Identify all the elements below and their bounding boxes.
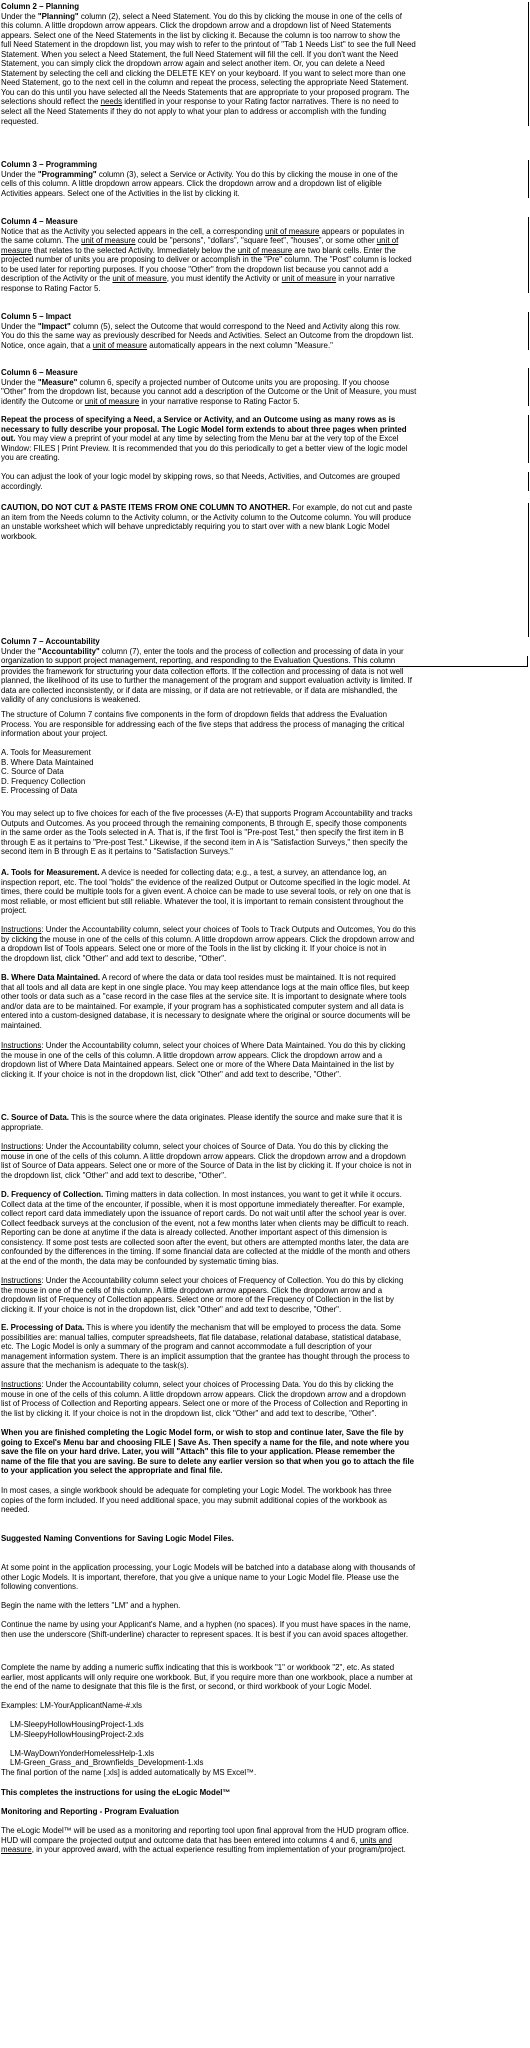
list-item: E. Processing of Data — [1, 786, 78, 796]
structure-paragraph: The structure of Column 7 contains five components in the form of dropdown fields that address the Evaluation Process. You are responsible for addressing each of the five steps that address the process of managing the critical information about your project. — [1, 710, 405, 739]
where-data-maintained: B. Where Data Maintained. A record of where the data or data tool resides must be maintained. It is not required that all tools and all data are kept in one single place. You may keep attendance logs at the main office files, but keep other tools or data such as a "case record in the case files at the service site. It is important to designate where tools and/or data are to be maintained. For example, if your program has a sophisticated computer system and all data is entered into a custom-designed database, it is necessary to designate where the original or source documents will be maintained. — [1, 973, 411, 1030]
section-heading: Column 2 – Planning — [1, 2, 80, 11]
naming-step-suffix: Complete the name by adding a numeric suffix indicating that this is workbook "1" or workbook "2", etc. As stated earlier, most applicants will only require one workbook. But, if you require more than one workbook, place a number at the end of the name to designate that this file is the first, or second, or third workbook of your Logic Model. — [1, 1663, 413, 1692]
evaluation-components-list — [1, 748, 528, 796]
list-item: A. Tools for Measurement — [1, 748, 91, 757]
section-heading: Column 6 – Measure — [1, 368, 78, 377]
instructions-frequency: Instructions: Under the Accountability column select your choices of Frequency of Collection. You do this by clicking the mouse in one of the cells of this column. A little dropdown arrow appears. Click the dropdown arrow and a dropdown list of Frequency of Collection appears. Select one or more of the Frequency of Collection in the list by clicking it. If your choice is not in the dropdown list, click "Other" and add text to describe, "Other". — [1, 1276, 404, 1314]
instructions-where: Instructions: Under the Accountability column, select your choices of Where Data Maintained. You do this by clicking the mouse in one of the cells of this column. A little dropdown arrow appears. Click the dropdown arrow and a dropdown list of Where Data Maintained appears. Select one or more of the Where Data Maintained in the list by clicking it. If your choice is not in the dropdown list, click "Other" and add text to describe, "Other". — [1, 1041, 406, 1079]
example-filenames — [10, 1720, 510, 1768]
measure-section: Column 4 – Measure Notice that as the Activity you selected appears in the cell, a corresponding unit of measure appears or populates in the same column. The unit of measure could be "persons", "dollars", "square feet", "houses", or some other unit of measure that relates to the selected Activity. Immediately below the unit of measure are two blank cells. Enter the projected number of units you are proposing to deliver or accomplish in the "Pre" column. The "Post" column is locked to be used later for reporting purposes. If you choose "Other" from the dropdown list because you cannot add a description of the Activity or the unit of measure, you must identify the Activity or unit of measure in your narrative response to Rating Factor 5. — [1, 217, 529, 293]
tools-for-measurement: A. Tools for Measurement. A device is needed for collecting data; e.g., a test, a survey, an attendance log, an inspection report, etc. The tool "holds" the evidence of the realized Output or Outcome specified in the logic model. At times, there could be multiple tools for a given event. A choice can be made to use several tools, or rely on one that is most reliable, or most efficient but still reliable. Whatever the tool, it is important to remain consistent throughout the project. — [1, 868, 411, 916]
list-item: LM-Green_Grass_and_Brownfields_Development-1.xls — [10, 1758, 204, 1768]
list-item: D. Frequency Collection — [1, 776, 86, 786]
instructions-tools: Instructions: Under the Accountability column, select your choices of Tools to Track Outputs and Outcomes, You do this by clicking the mouse in one of the cells of this column. A little dropdown arrow appears. Click the dropdown arrow and a dropdown list of Tools appears. Select one or more of the Tools in the list by clicking it. If your choice is not in the dropdown list, click "Other" and add text to describe, "Other". — [1, 925, 416, 963]
naming-step-applicant: Continue the name by using your Applicant's Name, and a hyphen (no spaces). If you must have spaces in the name, then use the underscore (Shift-underline) character to represent spaces. It is best if you can avoid spaces altogether. — [1, 1620, 411, 1639]
completion-note: This completes the instructions for using the eLogic Model™ — [1, 1788, 231, 1797]
naming-intro: At some point in the application processing, your Logic Models will be batched into a database along with thousands of other Logic Models. It is important, therefore, that you give a unique name to your Logic Model file. Please use the following conventions. — [1, 1563, 416, 1592]
instructions-source: Instructions: Under the Accountability column, select your choices of Source of Data. You do this by clicking the mouse in one of the cells of this column. A little dropdown arrow appears. Click the dropdown arrow and a dropdown list of Source of Data appears. Select one or more of the Source of Data in the list by clicking it. If your choice is not in the dropdown list, click "Other" and add text to describe, "Other". — [1, 1142, 412, 1180]
frequency-of-collection: D. Frequency of Collection. Timing matters in data collection. In most instances, you want to get it while it occurs. Collect data at the time of the encounter, if possible, when it is most opportune immediately thereafter. For example, collect report card data immediately upon the issuance of report cards. Do not wait until after the school year is over. Collect feedback surveys at the conclusion of the event, not a few months later when clients may be difficult to reach. Reporting can be done at anytime if the data is already collected. Another important aspect of this dimension is consistency. If some post tests are collected soon after the event, but others are attempted months later, the data are confounded by the differences in the timing. If some financial data are collected at the middle of the month and others at the end of the month, the data may be confounded by systematic timing bias. — [1, 1190, 411, 1266]
accountability-section: Column 7 – Accountability Under the "Accountability" column (7), enter the tools and the process of collection and processing of data in your organization to support project management, reporting, and responding to the Evaluation Questions. This column provides the framework for structuring your data collection efforts. If the collection and processing of data is not well planned, the likelihood of its use to further the management of the program and support evaluation activity is limited. If data are collected inconsistently, or if data are missing, or if data are not retrievable, or if data are mishandled, the validity of any conclusions is weakened. — [1, 637, 528, 705]
save-instructions: When you are finished completing the Logic Model form, or wish to stop and continue later, Save the file by going to Excel's Menu bar and choosing FILE | Save As. Then specify a name for the file, and note where you save the file on your hard drive. Later, you will "Attach" this file to your application. Please remember the name of the file that you are saving. Be sure to delete any earlier version so that when you go to attach the file to your application you select the appropriate and final file. — [1, 1428, 415, 1476]
planning-section: Column 2 – Planning Under the "Planning" column (2), select a Need Statement. You do this by clicking the mouse in one of the cells of this column. A little dropdown arrow appears. Click the dropdown arrow and a dropdown list of Need Statements appears. Select one of the Need Statements in the list by clicking it. Because the column is too narrow to show the full Need Statement in the dropdown list, you may wish to refer to the printout of "Tab 1 Needs List" to see the full Need Statement. When you select a Need Statement, the full Need Statement will fill the cell. If you don't want the Need Statement, you can simply click the dropdown arrow again and select another item. Or, you can delete a Need Statement by selecting the cell and clicking the DELETE KEY on your keyboard. If you want to select more than one Need Statement, go to the next cell in the column and repeat the process, selecting the appropriate Need Statement. You can do this until you have selected all the Needs Statements that are appropriate to your proposed program. The selections should reflect the needs identified in your response to your Rating factor narratives. There is no need to select all the Need Statements if they do not apply to what your plan to address or accomplish with the funding requested. — [1, 2, 529, 126]
source-of-data: C. Source of Data. This is the source where the data originates. Please identify the source and make sure that it is appropriate. — [1, 1113, 403, 1132]
instructions-processing: Instructions: Under the Accountability column, select your choices of Processing Data. You do this by clicking the mouse in one of the cells of this column. A little dropdown arrow appears. Click the dropdown arrow and a dropdown list of Process of Collection and Reporting appears. Select one or more of the Process of Collection and Reporting in the list by clicking it. If your choice is not in the dropdown list, click "Other" and add text to describe, "Other". — [1, 1380, 408, 1418]
section-heading: Suggested Naming Conventions for Saving Logic Model Files. — [1, 1534, 234, 1543]
naming-examples: Examples: LM-YourApplicantName-#.xls — [1, 1701, 142, 1710]
measure6-section: Column 6 – Measure Under the "Measure" column 6, specify a projected number of Outcome units you are proposing. If you choose "Other" from the dropdown list, because you cannot add a description of the Outcome or the Unit of Measure, you must identify the Outcome or unit of measure in your narrative response to Rating Factor 5. — [1, 368, 529, 406]
select-five-paragraph: You may select up to five choices for each of the five processes (A-E) that supports Program Accountability and tracks Outputs and Outcomes. As you proceed through the remaining components, B through E, specify those components in the same order as the Tools selected in A. That is, if the first Tool is "Pre-post Test," then specify the first item in B through E as it pertains to "Pre-post Test." Likewise, if the second item in A is "Satisfaction Surveys," then specify the second item in B through E as it pertains to "Satisfaction Surveys." — [1, 809, 413, 857]
repeat-paragraph: Repeat the process of specifying a Need, a Service or Activity, and an Outcome using as many rows as is necessary to fully describe your proposal. The Logic Model form extends to about three pages when printed out. You may view a preprint of your model at any time by selecting from the Menu bar at the very top of the Excel Window: FILES | Print Preview. It is recommended that you do this periodically to get a better view of the logic model you are creating. — [1, 415, 529, 463]
list-item: C. Source of Data — [1, 767, 64, 777]
section-heading: Column 4 – Measure — [1, 217, 78, 226]
processing-of-data: E. Processing of Data. This is where you identify the mechanism that will be employed to process the data. Some possibilities are: manual tallies, computer spreadsheets, flat file database, relational database, statistical database, etc. The Logic Model is only a summary of the program and cannot accommodate a full description of your management information system. There is an implicit assumption that the grantee has thought through the process to assure that the mechanism is adequate to the task(s). — [1, 1323, 410, 1371]
list-item: LM-SleepyHollowHousingProject-2.xls — [10, 1729, 144, 1739]
section-heading: Column 7 – Accountability — [1, 637, 100, 646]
section-heading: Monitoring and Reporting - Program Evaluation — [1, 1807, 179, 1816]
naming-conventions — [1, 1534, 528, 1544]
final-portion-note: The final portion of the name [.xls] is added automatically by MS Excel™. — [1, 1768, 257, 1777]
section-heading: Column 5 – Impact — [1, 312, 72, 321]
impact-section: Column 5 – Impact Under the "Impact" column (5), select the Outcome that would correspond to the Need and Activity along this row. You do this the same way as previously described for Needs and Activities. Select an Outcome from the dropdown list. Notice, once again, that a unit of measure automatically appears in the next column "Measure." — [1, 312, 529, 350]
list-item: LM-SleepyHollowHousingProject-1.xls — [10, 1720, 144, 1729]
list-item: LM-WayDownYonderHomelessHelp-1.xls — [10, 1748, 155, 1758]
monitoring-heading — [1, 1807, 528, 1817]
caution-paragraph: CAUTION, DO NOT CUT & PASTE ITEMS FROM ONE COLUMN TO ANOTHER. For example, do not cut and paste an item from the Needs column to the Activity column, or the Activity column to the Outcome column. You will produce an unstable worksheet which will behave unpredictably requiring you to start over with a new blank Logic Model workbook. — [1, 503, 529, 541]
section-heading: Column 3 – Programming — [1, 160, 98, 169]
list-item: B. Where Data Maintained — [1, 757, 94, 767]
adjust-paragraph: You can adjust the look of your logic model by skipping rows, so that Needs, Activities, and Outcomes are grouped accordingly. — [1, 472, 529, 491]
programming-section: Column 3 – Programming Under the "Programming" column (3), select a Service or Activity. You do this by clicking the mouse in one of the cells of this column. A little dropdown arrow appears. Click the dropdown arrow and a dropdown list of eligible Activities appears. Select one of the Activities in the list by clicking it. — [1, 160, 529, 198]
workbook-note: In most cases, a single workbook should be adequate for completing your Logic Model. The workbook has three copies of the form included. If you need additional space, you may submit additional copies of the workbook as needed. — [1, 1486, 392, 1515]
blank-spacer — [1, 541, 529, 637]
naming-step-prefix: Begin the name with the letters "LM" and a hyphen. — [1, 1601, 181, 1610]
monitoring-paragraph: The eLogic Model™ will be used as a monitoring and reporting tool upon final approval from the HUD program office. HUD will compare the projected output and outcome data that has been entered into columns 4 and 6, units and measure, in your approved award, with the actual experience resulting from implementation of your program/project. — [1, 1826, 409, 1855]
